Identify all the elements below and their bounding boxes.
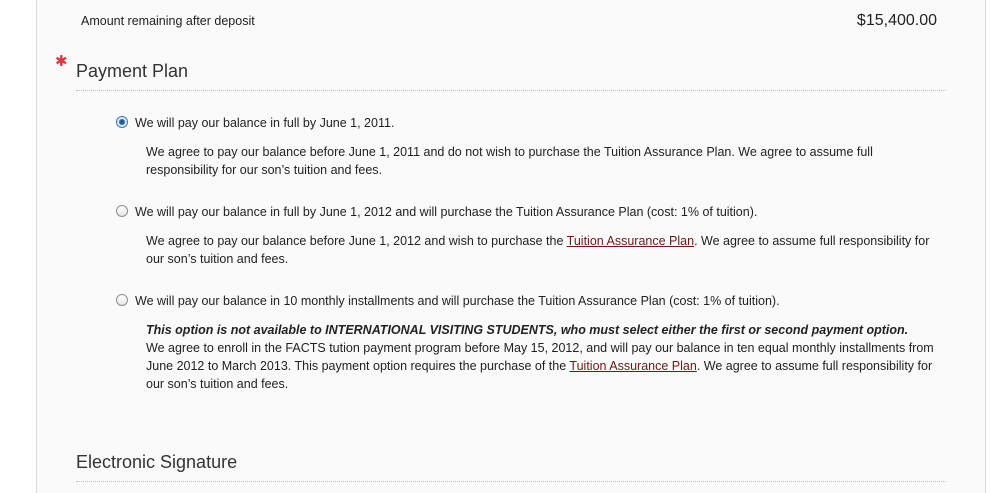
tuition-assurance-plan-link[interactable]: Tuition Assurance Plan <box>566 234 695 248</box>
payment-plan-divider <box>76 90 946 91</box>
payment-option-3 <box>116 294 946 393</box>
payment-option-2 <box>116 205 946 268</box>
payment-option-3-description-before: We agree to enroll in the FACTS tution payment program before May 15, 2012, and will pay our balance in ten equal monthly installments from June 2012 to March 2013. This payment option requires the purchase of the <box>146 341 934 373</box>
payment-option-3-warning: This option is not available to INTERNATIONAL VISITING STUDENTS, who must select either the first or second payment option. <box>146 323 909 337</box>
payment-option-2-description <box>146 232 946 268</box>
amount-remaining-label: Amount remaining after deposit <box>81 14 255 28</box>
payment-option-2-label[interactable]: We will pay our balance in full by June 1, 2012 and will purchase the Tuition Assurance Plan (cost: 1% of tuition). <box>135 205 758 219</box>
electronic-signature-divider <box>76 481 946 482</box>
electronic-signature-title: Electronic Signature <box>76 452 238 472</box>
payment-option-1 <box>116 116 946 179</box>
required-asterisk-icon: ✱ <box>55 53 68 70</box>
payment-plan-title: Payment Plan <box>76 61 189 81</box>
payment-option-3-head[interactable] <box>116 294 946 312</box>
payment-option-3-description <box>146 321 946 393</box>
payment-option-2-description-after: . We agree to assume full responsibility for our son’s tuition and fees. <box>146 234 930 266</box>
payment-option-3-description-after: . We agree to assume full responsibility for our son’s tuition and fees. <box>146 359 933 391</box>
amount-remaining-row <box>81 12 937 32</box>
payment-option-1-head[interactable] <box>116 116 946 134</box>
payment-option-2-head[interactable] <box>116 205 946 223</box>
payment-option-1-label[interactable]: We will pay our balance in full by June 1, 2011. <box>135 116 395 130</box>
payment-option-3-label[interactable]: We will pay our balance in 10 monthly installments and will purchase the Tuition Assurance Plan (cost: 1% of tuition). <box>135 294 780 308</box>
payment-option-1-description <box>146 143 946 179</box>
amount-remaining-value: $15,400.00 <box>856 12 937 29</box>
tuition-assurance-plan-link[interactable]: Tuition Assurance Plan <box>569 359 697 373</box>
payment-option-3-radio[interactable] <box>116 294 128 306</box>
payment-option-2-radio[interactable] <box>116 205 128 217</box>
payment-option-1-description-text: We agree to pay our balance before June 1, 2011 and do not wish to purchase the Tuition Assurance Plan. We agree to assume full responsibility for our son’s tuition and fees. <box>146 145 873 177</box>
payment-option-1-radio[interactable] <box>116 116 128 128</box>
payment-option-2-description-before: We agree to pay our balance before June 1, 2012 and wish to purchase the <box>146 234 567 248</box>
